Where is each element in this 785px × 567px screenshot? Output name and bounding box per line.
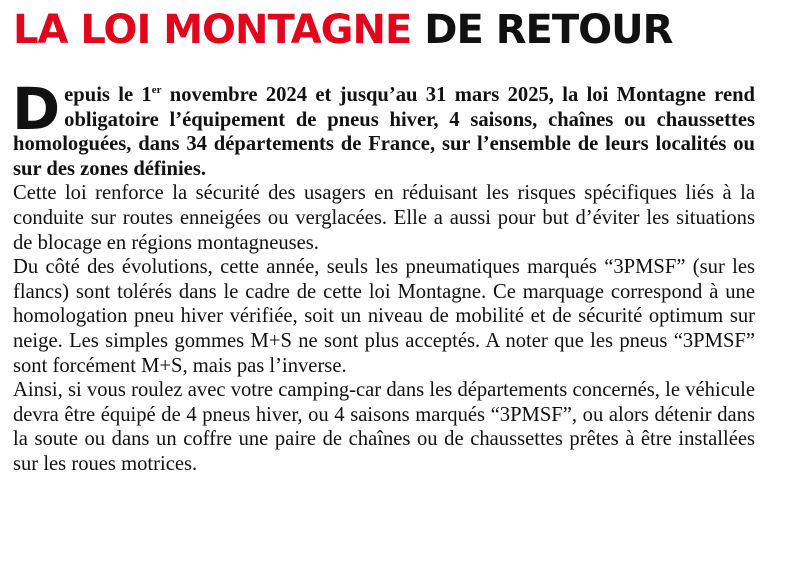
article-body (13, 181, 755, 476)
article (13, 0, 755, 477)
body-paragraph-2: Du côté des évolutions, cette année, seuls les pneumatiques marqués “3PMSF” (sur les flancs) sont tolérés dans le cadre de cette loi Montagne. Ce marquage correspond à une homologation pneu hiver vérifiée, soit un niveau de mobilité et de sécurité optimum sur neige. Les simples gommes M+S ne sont plus acceptés. A noter que les pneus “3PMSF” sont forcément M+S, mais pas l’inverse. (13, 256, 755, 377)
lead-paragraph (12, 75, 755, 181)
lead-text-rest: novembre 2024 et jusqu’au 31 mars 2025, la loi Montagne rend obligatoire l’équipement de pneus hiver, 4 saisons, chaînes ou chaussettes homologuées, dans 34 départements de France, sur l’ensemble de leurs localités ou sur des zones définies. (13, 84, 755, 180)
lead-superscript: er (151, 84, 162, 97)
headline-black-part: DE RETOUR (411, 7, 673, 53)
article-headline (13, 0, 755, 56)
body-paragraph-3: Ainsi, si vous roulez avec votre camping-car dans les départements concernés, le véhicule devra être équipé de 4 pneus hiver, ou 4 saisons marqués “3PMSF”, ou alors détenir dans la soute ou dans un coffre une paire de chaînes ou de chaussettes prêtes à être installées sur les roues motrices. (13, 379, 755, 475)
drop-cap: D (12, 75, 61, 143)
headline-red-part: LA LOI MONTAGNE (13, 7, 412, 53)
lead-text-start: epuis le 1 (64, 84, 152, 106)
body-paragraph-1: Cette loi renforce la sécurité des usagers en réduisant les risques spécifiques liés à la conduite sur routes enneigées ou verglacées. Elle a aussi pour but d’éviter les situations de blocage en régions montagneuses. (13, 182, 755, 254)
